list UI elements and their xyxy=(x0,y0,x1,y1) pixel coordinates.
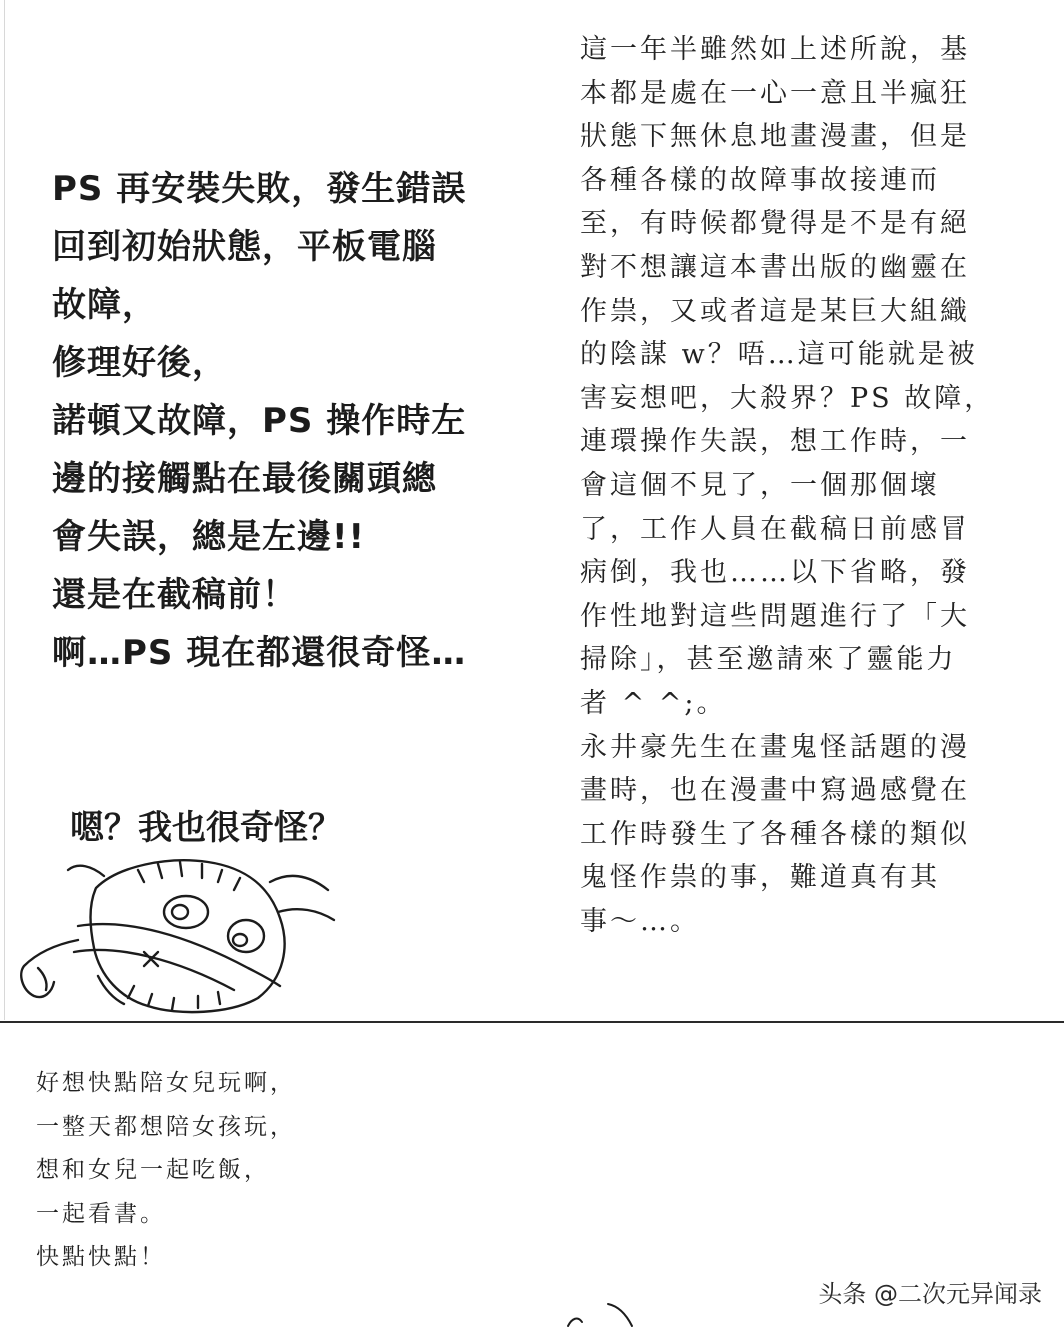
partial-doodle-icon xyxy=(560,1300,650,1328)
note-line: 回到初始狀態，平板電腦 xyxy=(52,227,437,267)
text-line: 永井豪先生在畫鬼怪話題的漫 xyxy=(580,731,970,763)
note-line: 還是在截稿前！ xyxy=(52,575,297,615)
text-line: 連環操作失誤，想工作時，一 xyxy=(580,426,970,458)
note-line: 一整天都想陪女孩玩， xyxy=(36,1113,296,1140)
text-line: 的陰謀 w？唔…這可能就是被 xyxy=(580,339,978,371)
note-line: 會失誤，總是左邊!! xyxy=(52,517,366,557)
text-line: 者 ^ ^;。 xyxy=(580,687,727,719)
handwritten-note-left xyxy=(52,160,532,682)
scan-edge-line xyxy=(4,0,5,1020)
text-line: 各種各樣的故障事故接連而 xyxy=(580,164,940,196)
note-line: PS 再安裝失敗，發生錯誤 xyxy=(52,169,467,209)
speech-caption: 嗯？我也很奇怪？ xyxy=(70,808,342,848)
text-line: 對不想讓這本書出版的幽靈在 xyxy=(580,251,970,283)
text-line: 鬼怪作祟的事，難道真有其 xyxy=(580,862,940,894)
cartoon-character-doodle-icon xyxy=(8,848,348,1018)
watermark-text: 头条 @二次元异闻录 xyxy=(818,1280,1042,1308)
bottom-handwritten-note xyxy=(36,1062,296,1280)
note-line: 好想快點陪女兒玩啊， xyxy=(36,1070,296,1096)
text-line: 事～…。 xyxy=(580,905,700,937)
text-line: 病倒，我也……以下省略，發 xyxy=(580,557,970,589)
text-line: 作祟，又或者這是某巨大組織 xyxy=(580,295,970,327)
text-line: 害妄想吧，大殺界？PS 故障， xyxy=(580,382,995,414)
note-line: 快點快點！ xyxy=(36,1244,166,1271)
text-line: 這一年半雖然如上述所說，基 xyxy=(580,34,970,65)
note-line: 一起看書。 xyxy=(36,1200,166,1227)
typed-text-column-right xyxy=(580,28,1042,943)
text-line: 本都是處在一心一意且半瘋狂 xyxy=(580,77,970,109)
text-line: 了，工作人員在截稿日前感冒 xyxy=(580,513,970,545)
text-line: 作性地對這些問題進行了「大 xyxy=(580,600,970,632)
note-line: 修理好後， xyxy=(52,343,227,383)
text-line: 畫時，也在漫畫中寫過感覺在 xyxy=(580,775,970,807)
note-line: 想和女兒一起吃飯， xyxy=(36,1157,270,1184)
text-line: 工作時發生了各種各樣的類似 xyxy=(580,818,970,850)
text-line: 掃除」，甚至邀請來了靈能力 xyxy=(580,644,957,676)
note-line: 啊…PS 現在都還很奇怪… xyxy=(52,633,467,673)
note-line: 故障， xyxy=(52,285,157,325)
section-divider xyxy=(0,1021,1064,1023)
note-line: 邊的接觸點在最後關頭總 xyxy=(52,459,437,499)
text-line: 至，有時候都覺得是不是有絕 xyxy=(580,208,970,240)
text-line: 狀態下無休息地畫漫畫，但是 xyxy=(580,121,970,153)
text-line: 會這個不見了，一個那個壞 xyxy=(580,469,940,501)
note-line: 諾頓又故障，PS 操作時左 xyxy=(52,401,467,441)
